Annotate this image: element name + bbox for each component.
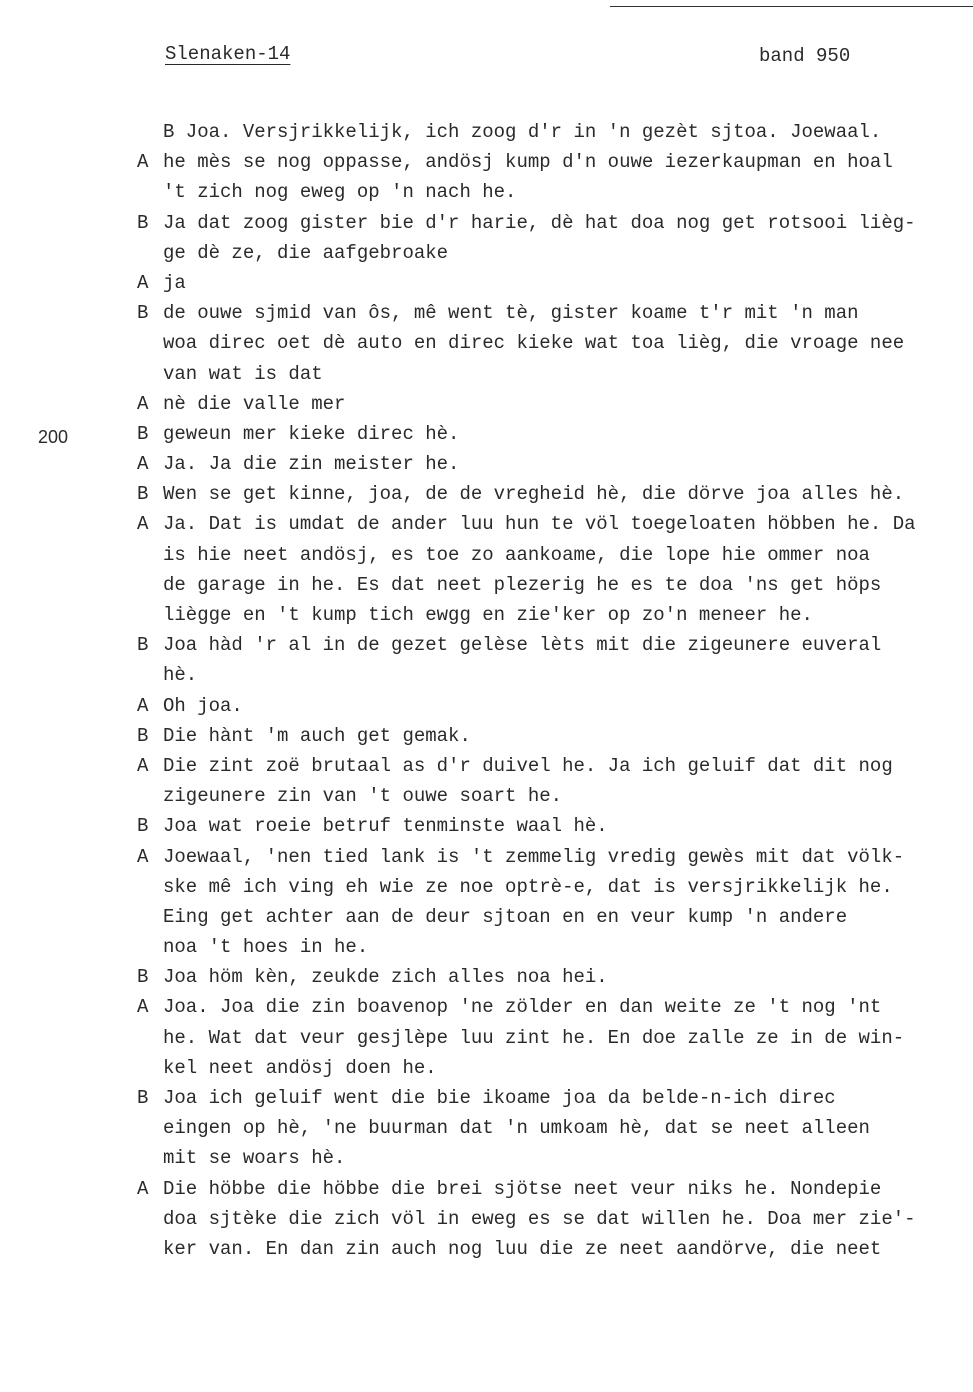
- transcript-line: [0, 932, 973, 962]
- line-text: B Joa. Versjrikkelijk, ich zoog d'r in 'n gezèt sjtoa. Joewaal.: [163, 121, 882, 143]
- line-text: van wat is dat: [163, 362, 323, 385]
- transcript-line: [0, 721, 973, 751]
- line-text: de garage in he. Es dat neet plezerig he es te doa 'ns get höps: [163, 573, 882, 596]
- line-text: he. Wat dat veur gesjlèpe luu zint he. En doe zalle ze in de win-: [163, 1026, 905, 1049]
- transcript-line: [0, 600, 973, 630]
- transcript-line: [0, 842, 973, 872]
- transcript-line: [0, 811, 973, 841]
- tape-number: band 950: [759, 45, 851, 67]
- line-text: Die zint zoë brutaal as d'r duivel he. Ja ich geluif dat dit nog: [163, 754, 893, 777]
- speaker-label: A: [137, 845, 149, 868]
- line-text: liègge en 't kump tich ewgg en zie'ker op zo'n meneer he.: [163, 604, 813, 626]
- transcript-line: [0, 1053, 973, 1083]
- transcript-line: [0, 540, 973, 570]
- line-text: Joa höm kèn, zeukde zich alles noa hei.: [163, 966, 608, 989]
- speaker-label: B: [137, 634, 149, 657]
- transcript-line: [0, 630, 973, 660]
- transcript-line: [0, 902, 973, 932]
- line-text: ge dè ze, die aafgebroake: [163, 241, 449, 264]
- transcript-line: [0, 992, 973, 1022]
- transcript-line: [0, 268, 973, 298]
- line-text: Ja. Dat is umdat de ander luu hun te völ toegeloaten höbben he. Da: [163, 513, 916, 536]
- transcript-line: [0, 781, 973, 811]
- speaker-label: A: [137, 392, 149, 415]
- line-text: Oh joa.: [163, 694, 243, 717]
- line-text: ja: [163, 271, 186, 294]
- transcript-line: [0, 1174, 973, 1204]
- transcript-line: [0, 660, 973, 690]
- line-text: nè die valle mer: [163, 392, 346, 415]
- transcript-line: [0, 389, 973, 419]
- transcript-line: [0, 298, 973, 328]
- transcript-line: [0, 691, 973, 721]
- transcript-line: [0, 479, 973, 509]
- line-text: Joa hàd 'r al in de gezet gelèse lèts mit die zigeunere euveral: [163, 634, 882, 657]
- line-text: hè.: [163, 664, 198, 687]
- speaker-label: B: [137, 1087, 149, 1109]
- line-text: zigeunere zin van 't ouwe soart he.: [163, 785, 563, 808]
- document-title: Slenaken-14: [165, 43, 291, 65]
- speaker-label: A: [137, 151, 149, 174]
- transcript-line: [0, 1083, 973, 1113]
- line-text: 't zich nog eweg op 'n nach he.: [163, 181, 517, 204]
- line-text: Die hànt 'm auch get gemak.: [163, 724, 471, 747]
- transcript-line: [0, 1234, 973, 1264]
- transcript-line: [0, 449, 973, 479]
- transcript-line: [0, 238, 973, 268]
- transcript-line: [0, 872, 973, 902]
- line-text: ker van. En dan zin auch nog luu die ze neet aandörve, die neet: [163, 1237, 882, 1260]
- speaker-label: A: [137, 754, 149, 777]
- speaker-label: A: [137, 271, 149, 294]
- transcript-line: [0, 117, 973, 147]
- speaker-label: B: [137, 815, 149, 838]
- line-text: eingen op hè, 'ne buurman dat 'n umkoam hè, dat se neet alleen: [163, 1117, 870, 1140]
- transcript-line: [0, 328, 973, 358]
- line-text: kel neet andösj doen he.: [163, 1056, 437, 1079]
- speaker-label: B: [137, 422, 149, 445]
- line-text: mit se woars hè.: [163, 1147, 346, 1170]
- transcript-line: [0, 359, 973, 389]
- line-text: is hie neet andösj, es toe zo aankoame, die lope hie ommer noa: [163, 543, 870, 566]
- transcript-line: [0, 177, 973, 207]
- transcript-line: [0, 751, 973, 781]
- transcript-line: [0, 570, 973, 600]
- line-text: Eing get achter aan de deur sjtoan en en veur kump 'n andere: [163, 905, 848, 928]
- transcript-line: [0, 962, 973, 992]
- speaker-label: A: [137, 1177, 149, 1200]
- line-text: Joewaal, 'nen tied lank is 't zemmelig vredig gewès mit dat völk-: [163, 845, 905, 868]
- speaker-label: A: [137, 513, 149, 536]
- speaker-label: A: [137, 453, 149, 476]
- line-text: ske mê ich ving eh wie ze noe optrè-e, dat is versjrikkelijk he.: [163, 875, 893, 898]
- transcript-line: [0, 1143, 973, 1173]
- line-text: he mès se nog oppasse, andösj kump d'n ouwe iezerkaupman en hoal: [163, 151, 893, 174]
- transcript-line: [0, 147, 973, 177]
- speaker-label: B: [137, 302, 149, 325]
- line-text: doa sjtèke die zich völ in eweg es se dat willen he. Doa mer zie'-: [163, 1207, 916, 1230]
- transcript-line: [0, 1113, 973, 1143]
- line-text: Joa wat roeie betruf tenminste waal hè.: [163, 815, 608, 838]
- speaker-label: B: [137, 483, 149, 506]
- transcript-line: [0, 1023, 973, 1053]
- speaker-label: B: [137, 966, 149, 989]
- line-text: de ouwe sjmid van ôs, mê went tè, gister koame t'r mit 'n man: [163, 302, 859, 325]
- transcript-line: [0, 1204, 973, 1234]
- speaker-label: A: [137, 694, 149, 717]
- line-text: woa direc oet dè auto en direc kieke wat toa lièg, die vroage nee: [163, 332, 905, 355]
- transcript-line: [0, 208, 973, 238]
- transcript-line: [0, 419, 973, 449]
- speaker-label: B: [137, 211, 149, 234]
- top-rule: [610, 6, 973, 7]
- line-text: Joa ich geluif went die bie ikoame joa da belde-n-ich direc: [163, 1087, 836, 1109]
- line-text: Joa. Joa die zin boavenop 'ne zölder en dan weite ze 't nog 'nt: [163, 996, 882, 1019]
- speaker-label: B: [137, 724, 149, 747]
- transcript-body: [0, 117, 973, 1264]
- line-text: geweun mer kieke direc hè.: [163, 422, 460, 445]
- line-text: Ja dat zoog gister bie d'r harie, dè hat doa nog get rotsooi lièg-: [163, 211, 916, 234]
- line-text: noa 't hoes in he.: [163, 936, 369, 959]
- line-text: Ja. Ja die zin meister he.: [163, 453, 460, 476]
- line-text: Wen se get kinne, joa, de de vregheid hè, die dörve joa alles hè.: [163, 483, 905, 506]
- transcript-line: [0, 509, 973, 539]
- line-text: Die höbbe die höbbe die brei sjötse neet veur niks he. Nondepie: [163, 1177, 882, 1200]
- speaker-label: A: [137, 996, 149, 1019]
- margin-line-number: 200: [38, 427, 69, 447]
